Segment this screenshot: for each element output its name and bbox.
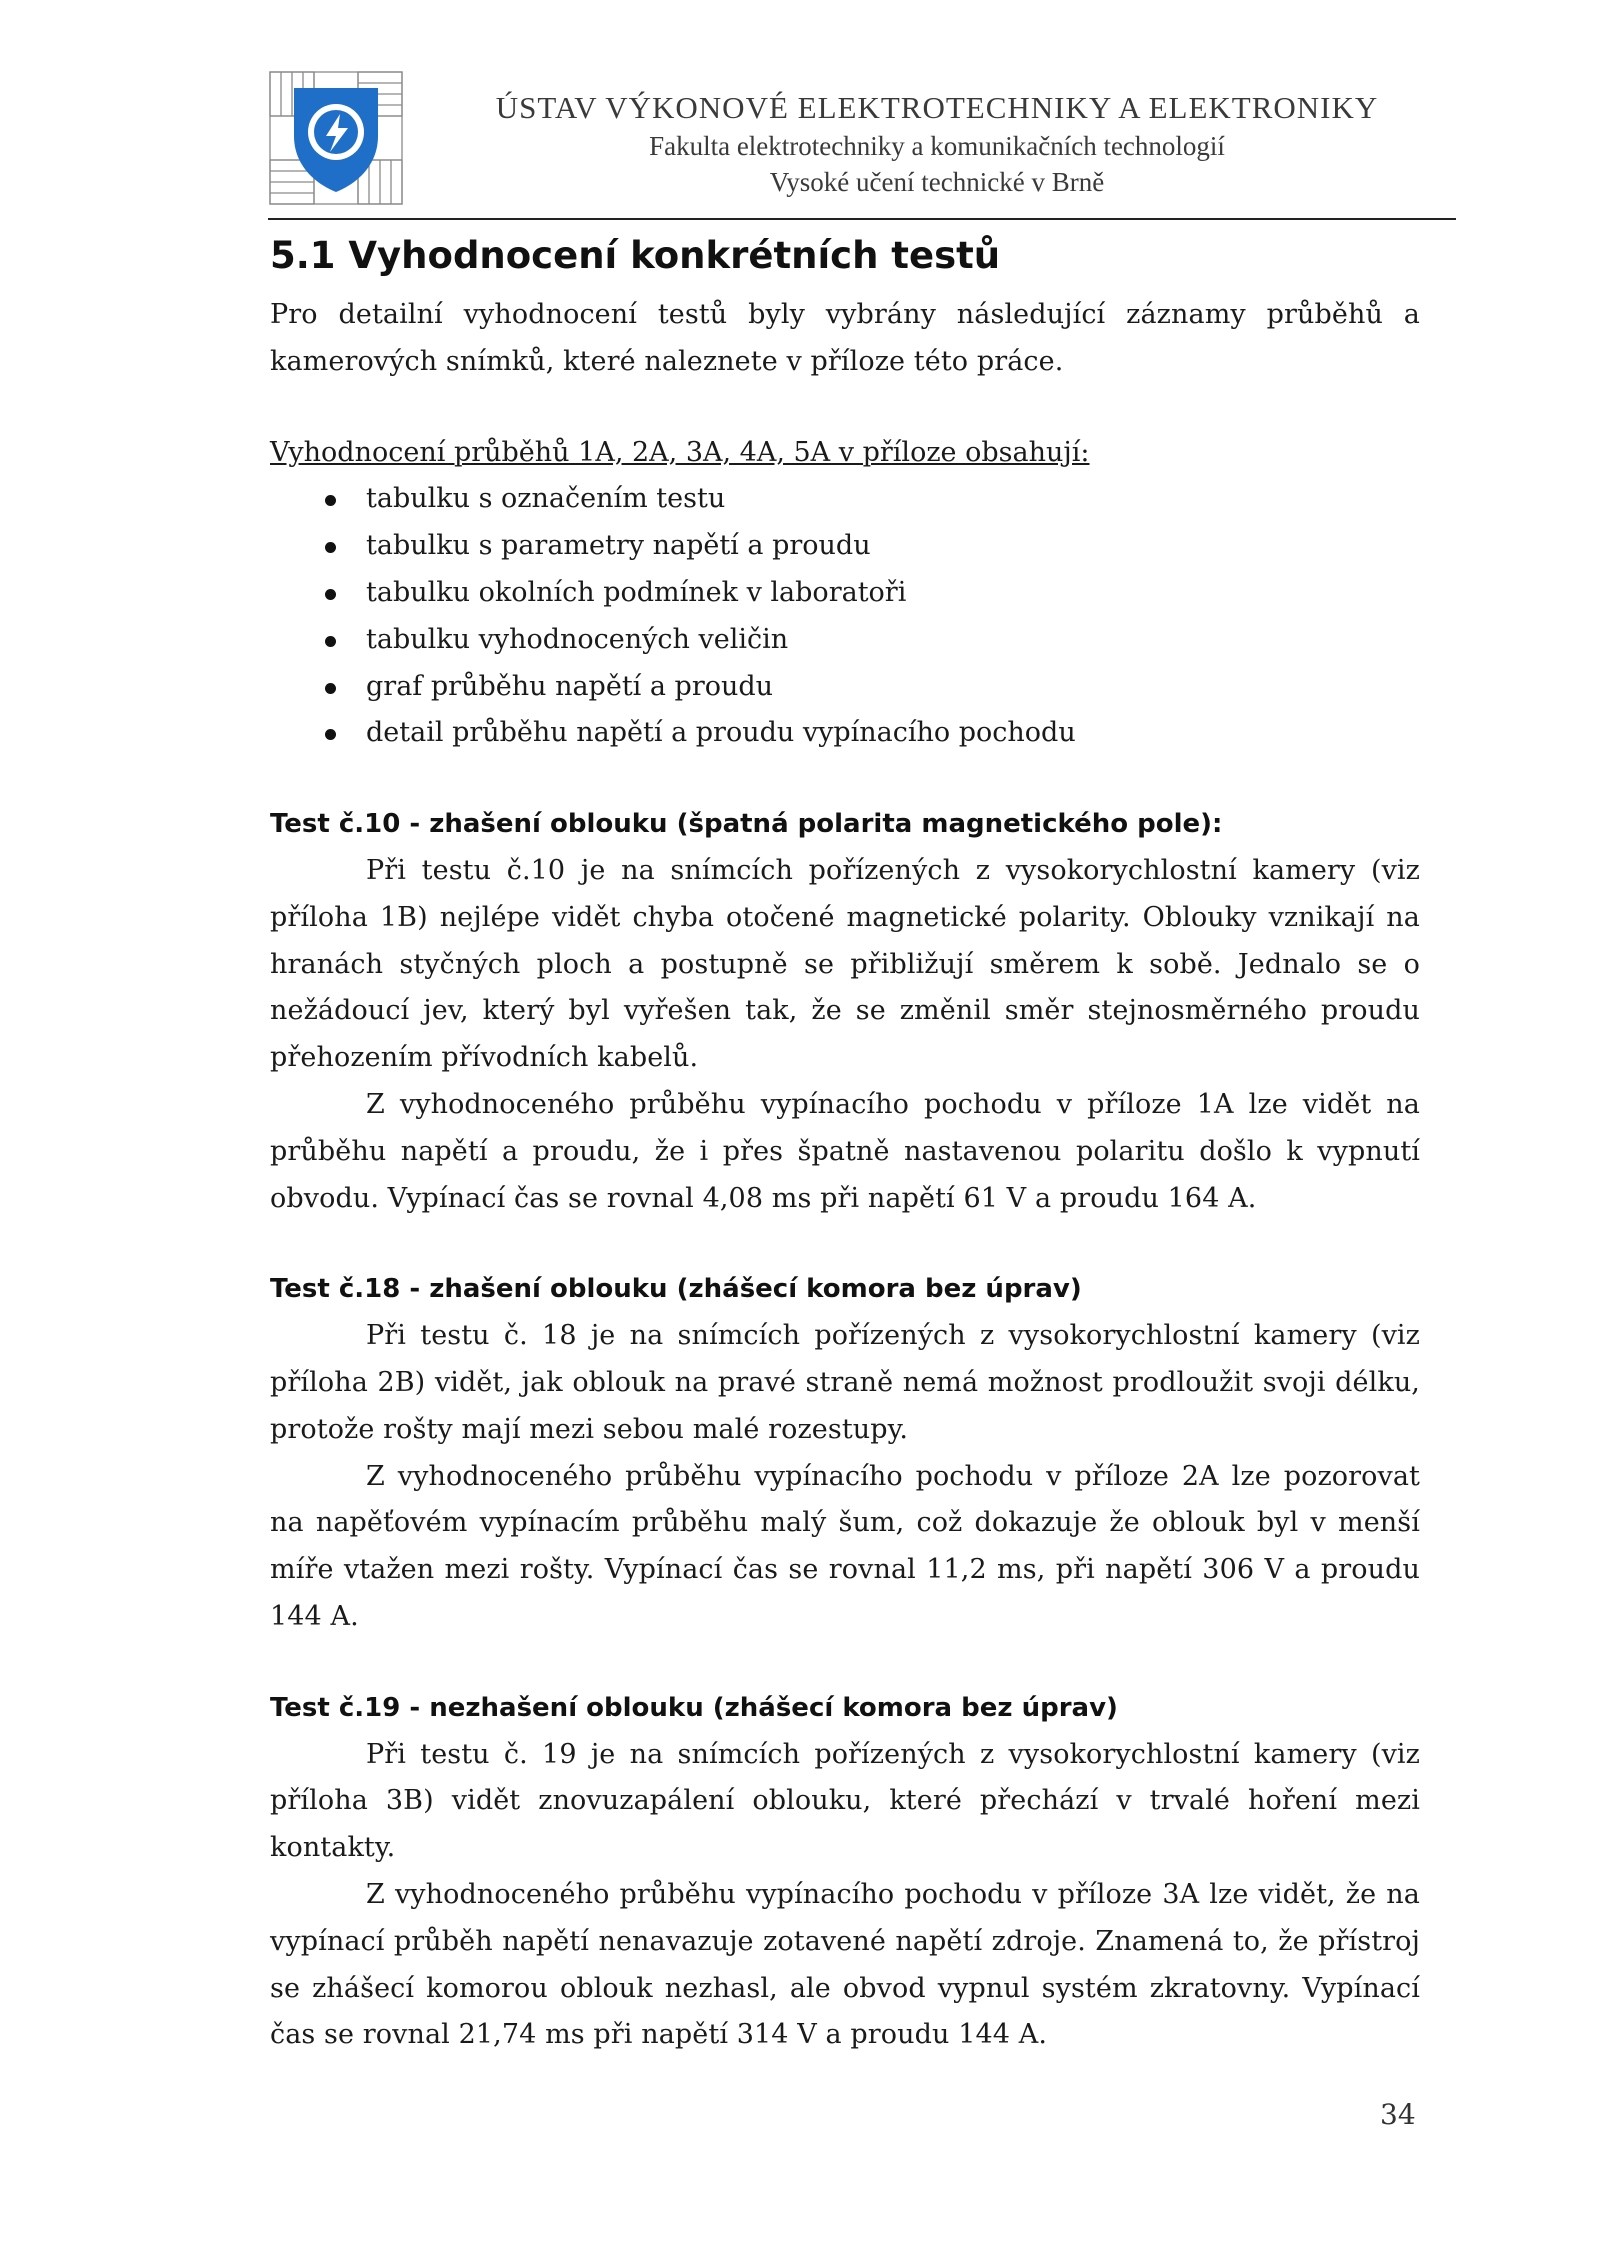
list-item: tabulku s parametry napětí a proudu — [270, 523, 1420, 570]
list-item: graf průběhu napětí a proudu — [270, 664, 1420, 711]
page-number: 34 — [1380, 2098, 1416, 2131]
intro-paragraph: Pro detailní vyhodnocení testů byly vybrány následující záznamy průběhů a kamerových snímků, které naleznete v příloze této práce. — [270, 299, 1420, 377]
list-heading: Vyhodnocení průběhů 1A, 2A, 3A, 4A, 5A v příloze obsahují: — [270, 436, 1090, 468]
bullet-icon — [325, 636, 336, 647]
bullet-icon — [325, 729, 336, 740]
test-10-paragraph-1: Při testu č.10 je na snímcích pořízených z vysokorychlostní kamery (viz příloha 1B) nejlépe vidět chyba otočené magnetické polarity. Oblouky vznikají na hranách styčných ploch a postupně se přibližují směrem k sobě. Jednalo se o nežádoucí jev, který byl vyřešen tak, že se změnil směr stejnosměrného proudu přehozením přívodních kabelů. — [270, 854, 1420, 1074]
page-body — [270, 228, 1420, 2059]
bullet-icon — [325, 589, 336, 600]
university-name: Vysoké učení technické v Brně — [769, 167, 1105, 197]
test-19-paragraph-2: Z vyhodnoceného průběhu vypínacího pochodu v příloze 3A lze vidět, že na vypínací průběh napětí nenavazuje zotavené napětí zdroje. Znamená to, že přístroj se zhášecí komorou oblouk nezhasl, ale obvod vypnul systém zkratovny. Vypínací čas se rovnal 21,74 ms při napětí 314 V a proudu 144 A. — [270, 1878, 1420, 2051]
test-18-heading: Test č.18 - zhašení oblouku (zhášecí komora bez úprav) — [270, 1274, 1082, 1305]
bullet-icon — [325, 495, 336, 506]
test-19-heading: Test č.19 - nezhašení oblouku (zhášecí komora bez úprav) — [270, 1692, 1118, 1723]
list-item: tabulku vyhodnocených veličin — [270, 617, 1420, 664]
institution-block — [418, 88, 1456, 200]
bullet-icon — [325, 683, 336, 694]
contents-list — [270, 476, 1420, 757]
test-18-paragraph-1: Při testu č. 18 je na snímcích pořízených z vysokorychlostní kamery (viz příloha 2B) vidět, jak oblouk na pravé straně nemá možnost prodloužit svoji délku, protože rošty mají mezi sebou malé rozestupy. — [270, 1320, 1420, 1445]
bullet-icon — [325, 542, 336, 553]
institute-logo-icon — [268, 70, 404, 206]
list-item: detail průběhu napětí a proudu vypínacího pochodu — [270, 710, 1420, 757]
list-item: tabulku s označením testu — [270, 476, 1420, 523]
test-10-heading: Test č.10 - zhašení oblouku (špatná polarita magnetického pole): — [270, 809, 1223, 840]
test-18-paragraph-2: Z vyhodnoceného průběhu vypínacího pochodu v příloze 2A lze pozorovat na napěťovém vypínacím průběhu malý šum, což dokazuje že oblouk byl v menší míře vtažen mezi rošty. Vypínací čas se rovnal 11,2 ms, při napětí 306 V a proudu 144 A. — [270, 1460, 1420, 1632]
test-10-paragraph-2: Z vyhodnoceného průběhu vypínacího pochodu v příloze 1A lze vidět na průběhu napětí a proudu, že i přes špatně nastavenou polaritu došlo k vypnutí obvodu. Vypínací čas se rovnal 4,08 ms při napětí 61 V a proudu 164 A. — [270, 1088, 1420, 1214]
section-title: 5.1 Vyhodnocení konkrétních testů — [270, 234, 1001, 277]
faculty-name: Fakulta elektrotechniky a komunikačních technologií — [649, 131, 1225, 161]
header-rule — [268, 218, 1456, 220]
list-item: tabulku okolních podmínek v laboratoři — [270, 570, 1420, 617]
test-19-paragraph-1: Při testu č. 19 je na snímcích pořízených z vysokorychlostní kamery (viz příloha 3B) vidět znovuzapálení oblouku, které přechází v trvalé hoření mezi kontakty. — [270, 1738, 1420, 1864]
institute-name: ÚSTAV VÝKONOVÉ ELEKTROTECHNIKY A ELEKTRONIKY — [495, 90, 1379, 125]
page-header — [268, 70, 1456, 220]
